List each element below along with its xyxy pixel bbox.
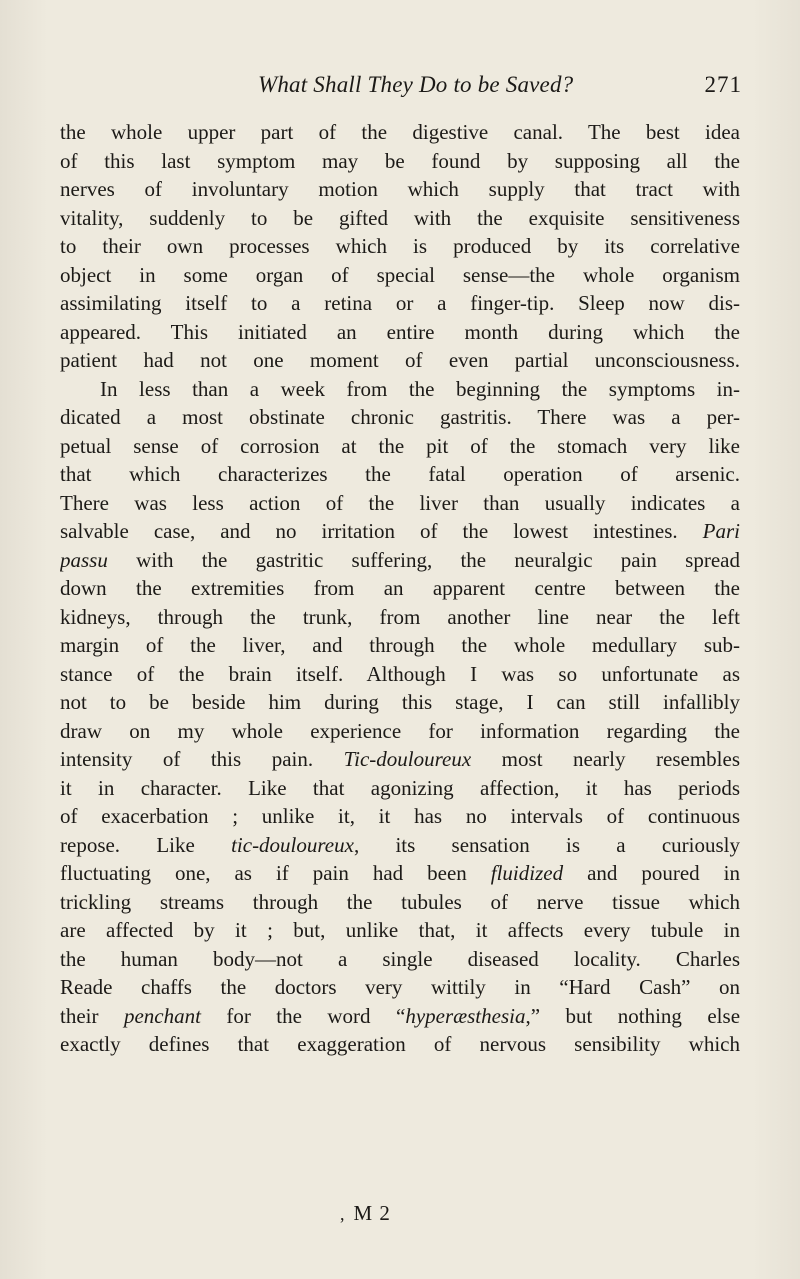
- text-segment: In less than a week from the beginning the symptoms in-: [100, 376, 740, 401]
- text-line: [60, 318, 740, 347]
- text-segment: fluctuating one, as if pain had been: [60, 861, 491, 885]
- signature-letter: M 2: [353, 1201, 391, 1225]
- text-line: [60, 546, 740, 575]
- text-line: [60, 774, 740, 803]
- text-segment: appeared. This initiated an entire month during which the: [60, 319, 740, 344]
- text-segment: most nearly resembles: [471, 747, 740, 771]
- text-segment: it in character. Like that agonizing affection, it has periods: [60, 775, 740, 800]
- text-segment: and poured in: [563, 861, 740, 885]
- text-line: [60, 973, 740, 1002]
- text-segment: to their own processes which is produced by its correlative: [60, 234, 740, 258]
- text-line: [60, 888, 740, 917]
- text-line: [60, 460, 740, 489]
- text-segment: dicated a most obstinate chronic gastritis. There was a per-: [60, 405, 740, 429]
- text-line: [60, 945, 740, 974]
- page-header: [60, 72, 742, 106]
- text-line: [60, 204, 740, 233]
- text-line: [60, 859, 740, 888]
- text-line: [60, 147, 740, 176]
- text-segment: object in some organ of special sense—the whole organism: [60, 262, 740, 287]
- italic-text: Tic-douloureux: [343, 747, 472, 771]
- text-segment: assimilating itself to a retina or a finger-tip. Sleep now dis-: [60, 291, 740, 315]
- text-line: [60, 489, 740, 518]
- text-segment: stance of the brain itself. Although I was so unfortunate as: [60, 661, 740, 686]
- text-line: [60, 660, 740, 689]
- text-segment: of exacerbation ; unlike it, it has no intervals of continuous: [60, 804, 740, 828]
- page-number: 271: [704, 72, 742, 97]
- text-line: [60, 1002, 740, 1031]
- text-line: [60, 261, 740, 290]
- text-segment: trickling streams through the tubules of nerve tissue which: [60, 889, 740, 914]
- italic-text: fluidized: [490, 861, 564, 885]
- text-line: [60, 118, 740, 147]
- text-line: [60, 232, 740, 261]
- text-segment: exactly defines that exaggeration of nervous sensibility which: [60, 1032, 740, 1056]
- text-segment: down the extremities from an apparent centre between the: [60, 576, 740, 600]
- text-line: [60, 831, 740, 860]
- signature-mark: [340, 1201, 391, 1226]
- text-line: [60, 688, 740, 717]
- text-line: [60, 175, 740, 204]
- text-line: [60, 1030, 740, 1059]
- text-segment: patient had not one moment of even partial unconsciousness.: [60, 348, 740, 372]
- text-segment: the human body—not a single diseased locality. Charles: [60, 946, 740, 971]
- text-segment: vitality, suddenly to be gifted with the exquisite sensitiveness: [60, 205, 740, 230]
- text-line: [60, 375, 740, 404]
- text-segment: Reade chaffs the doctors very wittily in “Hard Cash” on: [60, 975, 740, 999]
- text-segment: There was less action of the liver than usually indicates a: [60, 490, 740, 515]
- text-line: [60, 802, 740, 831]
- text-segment: the whole upper part of the digestive canal. The best idea: [60, 120, 740, 144]
- text-segment: margin of the liver, and through the whole medullary sub-: [60, 633, 740, 657]
- text-line: [60, 574, 740, 603]
- text-segment: with the gastritic suffering, the neuralgic pain spread: [107, 547, 740, 572]
- text-segment: petual sense of corrosion at the pit of the stomach very like: [60, 433, 740, 458]
- italic-text: tic-douloureux: [231, 832, 354, 857]
- text-segment: that which characterizes the fatal operation of arsenic.: [60, 462, 740, 486]
- text-segment: ,” but nothing else: [525, 1003, 740, 1028]
- text-line: [60, 631, 740, 660]
- text-line: [60, 603, 740, 632]
- italic-text: penchant: [123, 1003, 201, 1028]
- text-line: [60, 717, 740, 746]
- text-segment: draw on my whole experience for information regarding the: [60, 718, 740, 743]
- body-text: [60, 118, 740, 1059]
- text-segment: not to be beside him during this stage, I can still infallibly: [60, 690, 740, 714]
- text-segment: nerves of involuntary motion which supply that tract with: [60, 177, 740, 201]
- printer-mark: ,: [340, 1204, 346, 1224]
- running-title: What Shall They Do to be Saved?: [258, 72, 574, 97]
- text-segment: kidneys, through the trunk, from another line near the left: [60, 604, 740, 629]
- text-line: [60, 745, 740, 774]
- italic-text: hyperæsthesia: [405, 1003, 526, 1028]
- text-segment: are affected by it ; but, unlike that, it affects every tubule in: [60, 918, 740, 942]
- text-segment: for the word “: [200, 1003, 406, 1028]
- text-segment: intensity of this pain.: [60, 747, 344, 771]
- italic-text: Pari: [702, 519, 740, 543]
- text-line: [60, 517, 740, 546]
- text-segment: repose. Like: [60, 832, 232, 857]
- italic-text: passu: [60, 547, 108, 572]
- text-line: [60, 346, 740, 375]
- text-segment: salvable case, and no irritation of the lowest intestines.: [60, 519, 703, 543]
- text-segment: , its sensation is a curiously: [353, 832, 740, 857]
- text-line: [60, 916, 740, 945]
- text-segment: their: [60, 1003, 124, 1028]
- text-line: [60, 289, 740, 318]
- text-line: [60, 432, 740, 461]
- text-segment: of this last symptom may be found by supposing all the: [60, 148, 740, 173]
- text-line: [60, 403, 740, 432]
